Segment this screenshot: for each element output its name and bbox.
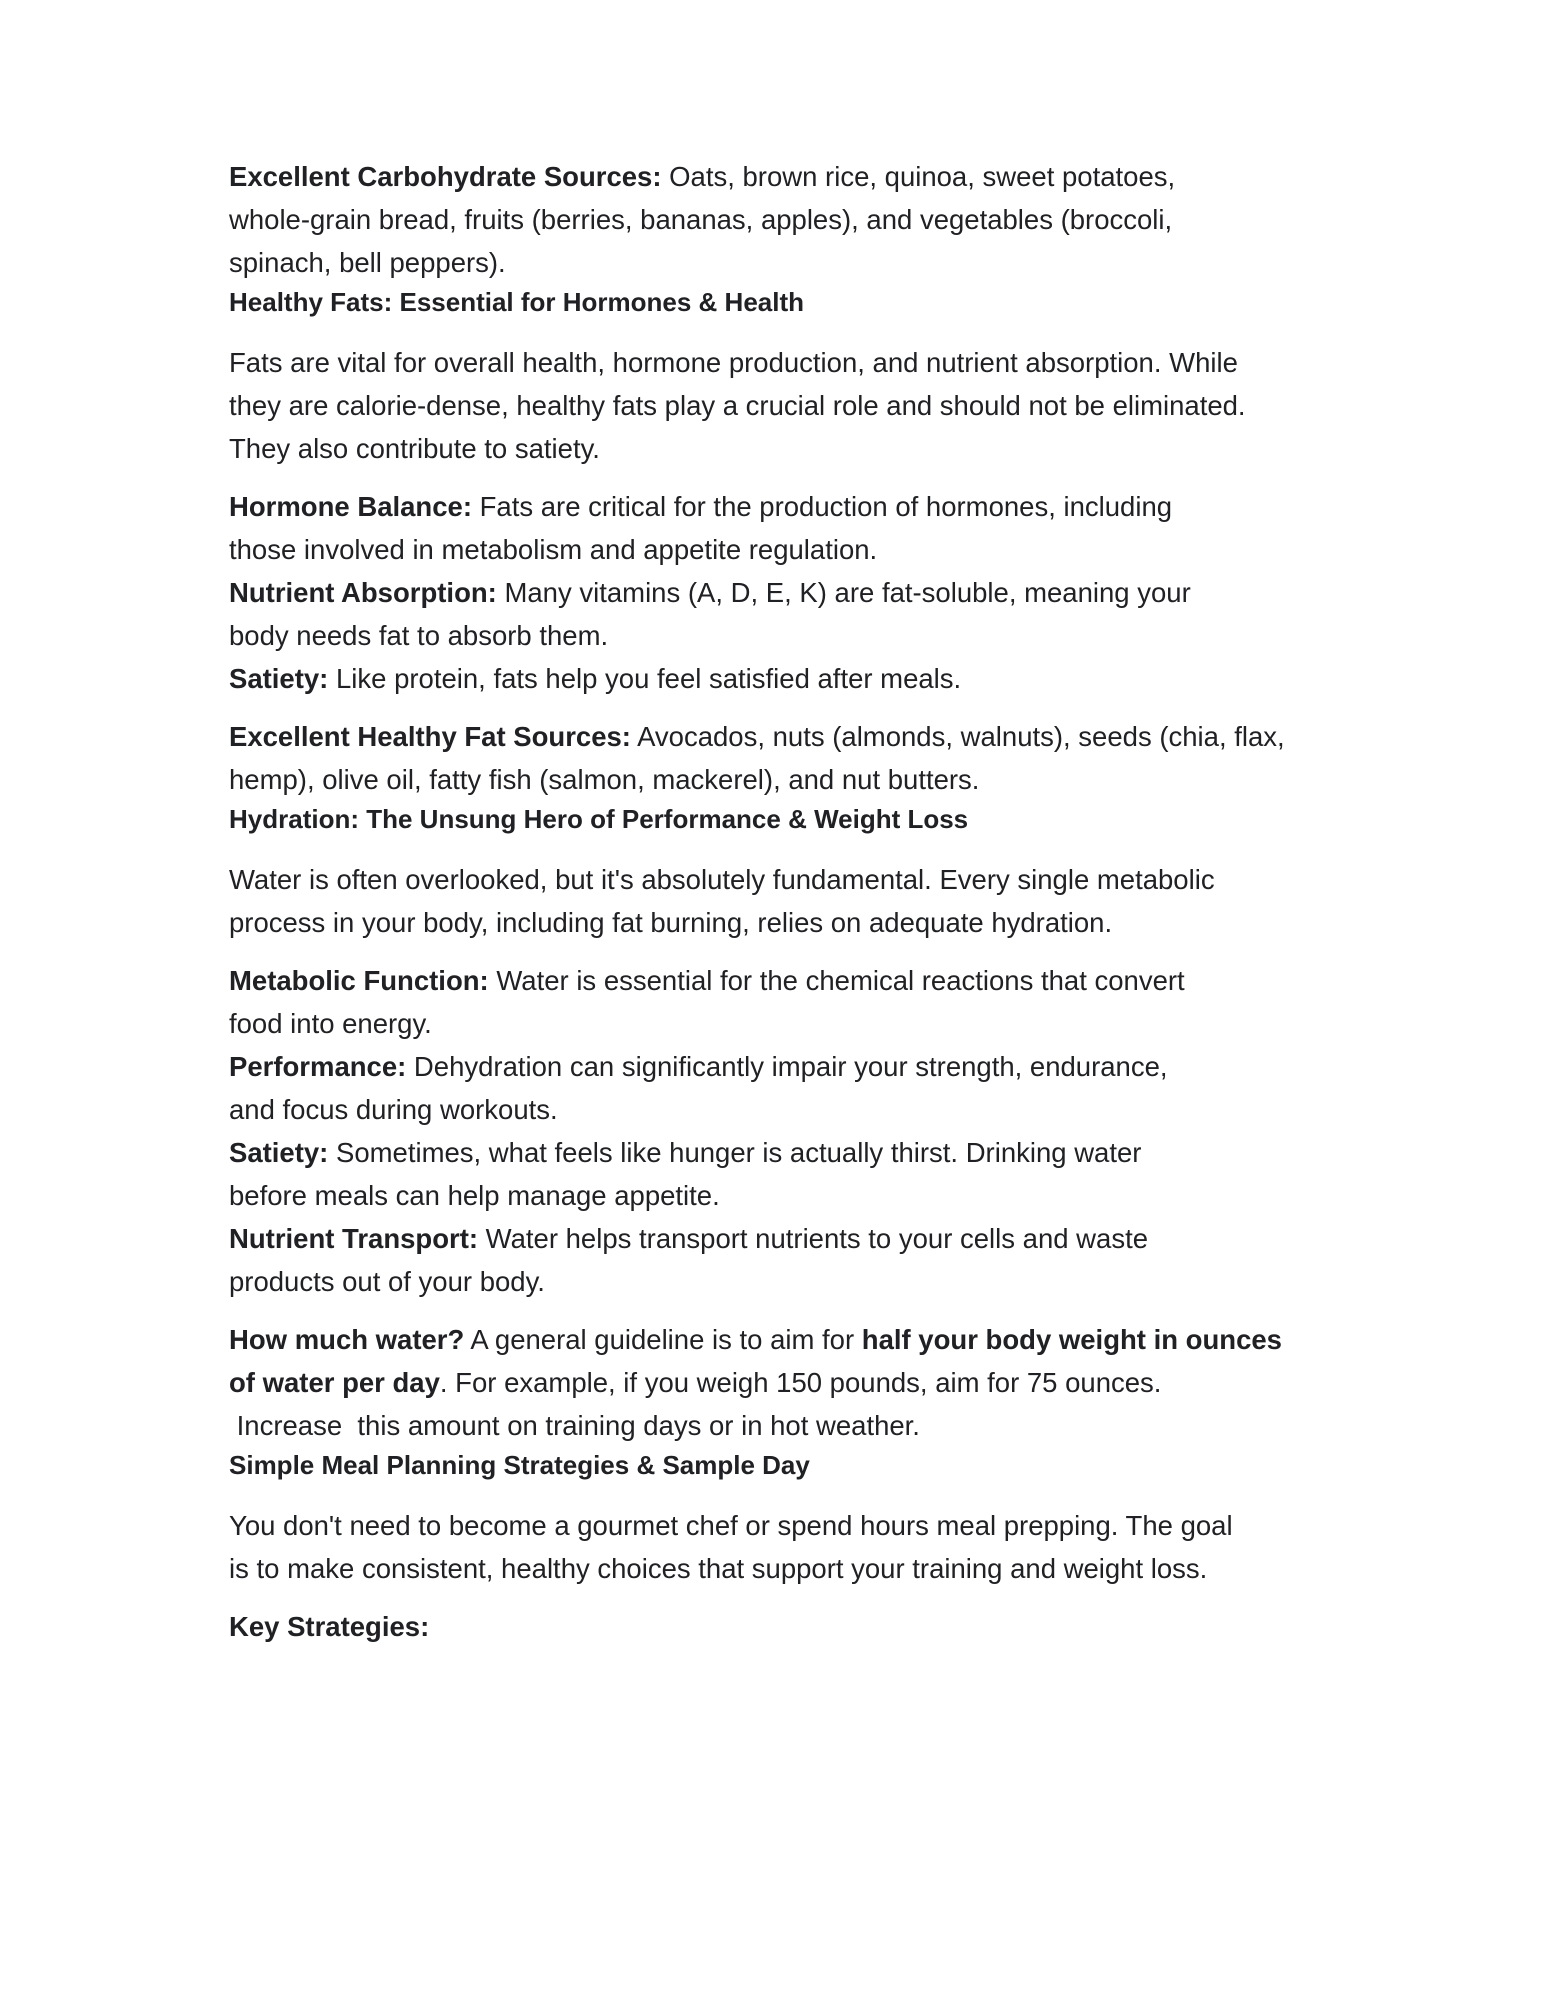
- text-line: [229, 1002, 1449, 1045]
- bold-text-run: of water per day: [229, 1367, 440, 1398]
- bold-text-run: Satiety:: [229, 663, 329, 694]
- paragraph: [229, 341, 1449, 470]
- text-line: [229, 1088, 1449, 1131]
- text-run: Oats, brown rice, quinoa, sweet potatoes,: [661, 161, 1176, 192]
- text-line: [229, 1045, 1449, 1088]
- paragraph: [229, 155, 1449, 284]
- bold-text-run: Performance:: [229, 1051, 407, 1082]
- text-line: [229, 1318, 1449, 1361]
- bold-text-run: Satiety:: [229, 1137, 329, 1168]
- bold-text-run: Metabolic Function:: [229, 965, 489, 996]
- paragraph: [229, 1504, 1449, 1590]
- text-line: [229, 1217, 1449, 1260]
- paragraph: [229, 858, 1449, 944]
- text-line: [229, 1504, 1449, 1547]
- paragraph: [229, 1605, 1449, 1648]
- bold-text-run: Hormone Balance:: [229, 491, 472, 522]
- section-heading: [229, 1444, 1449, 1487]
- bold-text-run: Nutrient Transport:: [229, 1223, 479, 1254]
- text-run: Fats are critical for the production of hormones, including: [471, 491, 1173, 522]
- text-line: [229, 198, 1449, 241]
- text-run: those involved in metabolism and appetite regulation.: [229, 534, 878, 565]
- text-run: they are calorie-dense, healthy fats play a crucial role and should not be eliminated.: [229, 390, 1246, 421]
- text-line: [229, 858, 1449, 901]
- bold-text-run: Key Strategies:: [229, 1611, 430, 1642]
- bold-text-run: Hydration: The Unsung Hero of Performance & Weight Loss: [229, 804, 969, 834]
- bold-text-run: Healthy Fats: Essential for Hormones & Health: [229, 287, 805, 317]
- bold-text-run: How much water?: [229, 1324, 465, 1355]
- text-line: [229, 657, 1449, 700]
- text-run: Many vitamins (A, D, E, K) are fat-soluble, meaning your: [496, 577, 1191, 608]
- paragraph: [229, 715, 1449, 801]
- text-run: You don't need to become a gourmet chef or spend hours meal prepping. The goal: [229, 1510, 1233, 1541]
- text-run: Sometimes, what feels like hunger is actually thirst. Drinking water: [328, 1137, 1142, 1168]
- text-run: Like protein, fats help you feel satisfied after meals.: [328, 663, 962, 694]
- text-run: spinach, bell peppers).: [229, 247, 506, 278]
- section-heading: [229, 798, 1449, 841]
- text-run: products out of your body.: [229, 1266, 545, 1297]
- text-line: [229, 1547, 1449, 1590]
- text-line: [229, 1260, 1449, 1303]
- text-run: before meals can help manage appetite.: [229, 1180, 720, 1211]
- bold-text-run: Excellent Carbohydrate Sources:: [229, 161, 662, 192]
- text-line: [229, 1174, 1449, 1217]
- text-run: body needs fat to absorb them.: [229, 620, 609, 651]
- text-line: [229, 798, 1449, 841]
- paragraph: [229, 485, 1449, 700]
- bold-text-run: Excellent Healthy Fat Sources:: [229, 721, 631, 752]
- text-run: Water is often overlooked, but it's absolutely fundamental. Every single metabolic: [229, 864, 1215, 895]
- paragraph: [229, 1318, 1449, 1447]
- text-line: [229, 485, 1449, 528]
- text-line: [229, 1444, 1449, 1487]
- text-run: Increase this amount on training days or in hot weather.: [229, 1410, 920, 1441]
- bold-text-run: Simple Meal Planning Strategies & Sample Day: [229, 1450, 810, 1480]
- text-run: They also contribute to satiety.: [229, 433, 600, 464]
- text-line: [229, 571, 1449, 614]
- text-line: [229, 1361, 1449, 1404]
- text-run: is to make consistent, healthy choices that support your training and weight loss.: [229, 1553, 1208, 1584]
- text-run: food into energy.: [229, 1008, 432, 1039]
- text-line: [229, 959, 1449, 1002]
- text-run: process in your body, including fat burning, relies on adequate hydration.: [229, 907, 1113, 938]
- paragraph: [229, 959, 1449, 1303]
- document-content: [229, 155, 1449, 1663]
- text-run: Fats are vital for overall health, hormone production, and nutrient absorption. While: [229, 347, 1238, 378]
- text-line: [229, 241, 1449, 284]
- text-line: [229, 281, 1449, 324]
- text-run: A general guideline is to aim for: [464, 1324, 862, 1355]
- text-line: [229, 1404, 1449, 1447]
- text-run: and focus during workouts.: [229, 1094, 558, 1125]
- text-run: Water helps transport nutrients to your cells and waste: [478, 1223, 1149, 1254]
- text-line: [229, 384, 1449, 427]
- text-line: [229, 614, 1449, 657]
- text-line: [229, 758, 1449, 801]
- text-run: whole-grain bread, fruits (berries, bananas, apples), and vegetables (broccoli,: [229, 204, 1173, 235]
- text-line: [229, 341, 1449, 384]
- text-line: [229, 901, 1449, 944]
- text-line: [229, 715, 1449, 758]
- text-line: [229, 1131, 1449, 1174]
- text-run: Water is essential for the chemical reactions that convert: [488, 965, 1185, 996]
- text-line: [229, 1605, 1449, 1648]
- text-run: hemp), olive oil, fatty fish (salmon, mackerel), and nut butters.: [229, 764, 980, 795]
- section-heading: [229, 281, 1449, 324]
- text-run: Dehydration can significantly impair your strength, endurance,: [406, 1051, 1168, 1082]
- text-line: [229, 427, 1449, 470]
- text-line: [229, 155, 1449, 198]
- text-run: Avocados, nuts (almonds, walnuts), seeds (chia, flax,: [630, 721, 1285, 752]
- bold-text-run: half your body weight in ounces: [861, 1324, 1282, 1355]
- text-run: . For example, if you weigh 150 pounds, aim for 75 ounces.: [439, 1367, 1162, 1398]
- text-line: [229, 528, 1449, 571]
- bold-text-run: Nutrient Absorption:: [229, 577, 497, 608]
